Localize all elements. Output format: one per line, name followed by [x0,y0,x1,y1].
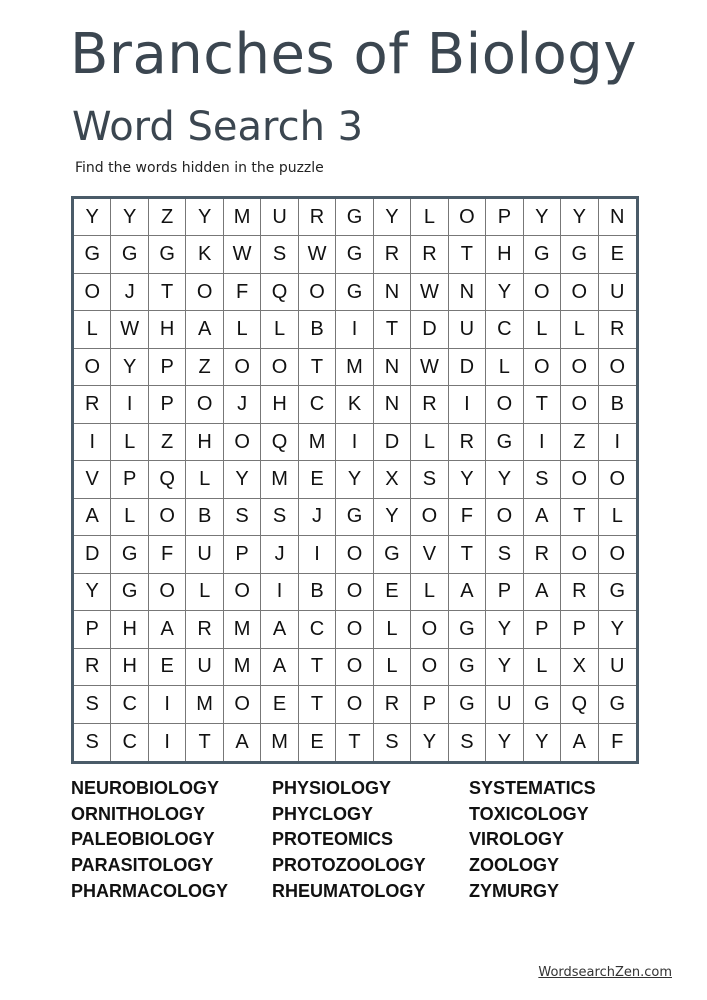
grid-cell[interactable]: I [449,386,486,423]
grid-cell[interactable]: Q [561,686,598,723]
grid-cell[interactable]: H [149,311,186,348]
grid-cell[interactable]: X [561,649,598,686]
grid-cell[interactable]: O [561,274,598,311]
grid-cell[interactable]: Q [149,461,186,498]
grid-cell[interactable]: S [486,536,523,573]
grid-cell[interactable]: O [599,461,636,498]
grid-cell[interactable]: N [374,386,411,423]
grid-cell[interactable]: L [111,424,148,461]
grid-cell[interactable]: G [111,574,148,611]
word-item: ZOOLOGY [469,855,559,876]
grid-cell[interactable]: G [111,236,148,273]
grid-cell[interactable]: C [111,686,148,723]
grid-cell[interactable]: I [149,686,186,723]
grid-cell[interactable]: G [486,424,523,461]
grid-cell[interactable]: A [261,611,298,648]
grid-cell[interactable]: R [599,311,636,348]
grid-cell[interactable]: N [374,274,411,311]
grid-cell[interactable]: N [374,349,411,386]
grid-cell[interactable]: Y [524,199,561,236]
grid-cell[interactable]: A [449,574,486,611]
grid-cell[interactable]: C [486,311,523,348]
grid-cell[interactable]: O [149,574,186,611]
grid-cell[interactable]: F [149,536,186,573]
grid-cell[interactable]: P [224,536,261,573]
grid-cell[interactable]: G [374,536,411,573]
grid-cell[interactable]: E [261,686,298,723]
grid-cell[interactable]: C [111,724,148,761]
grid-cell[interactable]: H [486,236,523,273]
word-item: NEUROBIOLOGY [71,778,220,798]
grid-cell[interactable]: Y [224,461,261,498]
grid-cell[interactable]: E [149,649,186,686]
word-item: PROTEOMICS [272,829,394,850]
grid-cell[interactable]: R [186,611,223,648]
grid-cell[interactable]: W [111,311,148,348]
grid-cell[interactable]: O [336,686,373,723]
grid-cell[interactable]: N [599,199,636,236]
grid-cell[interactable]: W [299,236,336,273]
grid-cell[interactable]: R [561,574,598,611]
grid-cell[interactable]: O [74,349,111,386]
grid-cell[interactable]: P [111,461,148,498]
grid-cell[interactable]: Y [74,199,111,236]
grid-cell[interactable]: Y [449,461,486,498]
grid-cell[interactable]: O [74,274,111,311]
grid-cell[interactable]: I [261,574,298,611]
word-item: VIROLOGY [469,829,565,850]
grid-cell[interactable]: E [599,236,636,273]
grid-cell[interactable]: G [449,611,486,648]
grid-cell[interactable]: Y [111,349,148,386]
grid-cell[interactable]: T [299,686,336,723]
grid-cell[interactable]: G [449,649,486,686]
grid-cell[interactable]: G [336,236,373,273]
grid-cell[interactable]: V [411,536,448,573]
grid-cell[interactable]: F [449,499,486,536]
grid-cell[interactable]: U [186,649,223,686]
grid-cell[interactable]: O [486,386,523,423]
grid-cell[interactable]: J [224,386,261,423]
grid-cell[interactable]: S [224,499,261,536]
grid-cell[interactable]: O [599,349,636,386]
grid-cell[interactable]: M [224,649,261,686]
grid-cell[interactable]: L [224,311,261,348]
grid-cell[interactable]: H [261,386,298,423]
grid-cell[interactable]: M [186,686,223,723]
grid-cell[interactable]: O [336,611,373,648]
grid-cell[interactable]: L [74,311,111,348]
grid-cell[interactable]: S [524,461,561,498]
word-item: RHEUMATOLOGY [272,880,426,901]
grid-cell[interactable]: P [486,199,523,236]
grid-cell[interactable]: I [524,424,561,461]
grid-cell[interactable]: H [111,611,148,648]
grid-cell[interactable]: L [186,461,223,498]
grid-cell[interactable]: G [336,199,373,236]
grid-cell[interactable]: R [374,686,411,723]
grid-cell[interactable]: L [411,199,448,236]
word-item: PHYCLOGY [272,803,374,824]
grid-cell[interactable]: I [336,424,373,461]
grid-cell[interactable]: C [299,386,336,423]
grid-cell[interactable]: T [449,536,486,573]
grid-cell[interactable]: F [611,730,624,753]
grid-cell[interactable]: V [74,461,111,498]
word-item: PARASITOLOGY [71,855,214,876]
grid-cell[interactable]: R [299,199,336,236]
grid-cell[interactable]: J [111,274,148,311]
word-item: PHYSIOLOGY [272,778,392,798]
grid-cell[interactable]: O [411,499,448,536]
word-item: ORNITHOLOGY [71,803,205,824]
grid-cell[interactable]: T [561,499,598,536]
grid-cell[interactable]: O [186,274,223,311]
grid-cell[interactable]: G [524,686,561,723]
grid-cell[interactable]: L [186,574,223,611]
grid-cell[interactable]: G [149,236,186,273]
grid-cell[interactable]: I [599,424,636,461]
grid-cell[interactable]: U [599,274,636,311]
grid-cell[interactable]: J [299,499,336,536]
grid-cell[interactable]: Y [561,199,598,236]
word-search-grid [71,196,639,764]
grid-cell[interactable]: I [336,311,373,348]
grid-cell[interactable]: W [224,236,261,273]
grid-cell[interactable]: Y [524,724,561,761]
grid-cell[interactable]: O [411,611,448,648]
grid-cell[interactable]: G [111,536,148,573]
grid-cell[interactable]: L [524,649,561,686]
page-subtitle: Word Search 3 [72,104,364,150]
grid-cell[interactable]: U [449,311,486,348]
grid-cell[interactable]: A [561,724,598,761]
grid-cell[interactable]: G [449,686,486,723]
grid-cell[interactable]: I [299,536,336,573]
grid-cell[interactable]: A [149,611,186,648]
grid-cell[interactable]: D [411,311,448,348]
grid-cell[interactable]: Q [261,424,298,461]
footer-link[interactable]: WordsearchZen.com [538,965,672,980]
grid-cell[interactable]: O [599,536,636,573]
grid-cell[interactable]: Y [186,199,223,236]
grid-cell[interactable]: Z [186,349,223,386]
grid-cell[interactable]: Z [149,199,186,236]
word-item: PHARMACOLOGY [71,880,228,901]
grid-cell[interactable]: O [224,686,261,723]
grid-cell[interactable]: T [186,724,223,761]
grid-cell[interactable]: Z [561,424,598,461]
grid-cell[interactable]: R [524,536,561,573]
grid-cell[interactable]: P [524,611,561,648]
grid-cell[interactable]: G [599,686,636,723]
grid-cell[interactable]: T [336,724,373,761]
word-item: PALEOBIOLOGY [71,829,215,850]
grid-cell[interactable]: L [111,499,148,536]
grid-cell[interactable]: L [561,311,598,348]
grid-cell[interactable]: S [449,724,486,761]
grid-cell[interactable]: L [524,311,561,348]
grid-cell[interactable]: B [186,499,223,536]
grid-cell[interactable]: G [336,274,373,311]
grid-cell[interactable]: A [524,574,561,611]
grid-cell[interactable]: K [186,236,223,273]
grid-cell[interactable]: M [224,199,261,236]
grid-cell[interactable]: H [186,424,223,461]
grid-cell[interactable]: E [299,724,336,761]
grid-cell[interactable]: L [411,574,448,611]
grid-cell[interactable]: O [449,199,486,236]
grid-cell[interactable]: M [336,349,373,386]
grid-cell[interactable]: I [74,424,111,461]
grid-cell[interactable]: O [486,499,523,536]
grid-cell[interactable]: U [186,536,223,573]
grid-cell[interactable]: U [261,199,298,236]
grid-cell[interactable]: O [524,349,561,386]
grid-cell[interactable]: O [224,574,261,611]
grid-cell[interactable]: A [224,724,261,761]
grid-cell[interactable]: A [261,649,298,686]
grid-cell[interactable]: G [524,236,561,273]
grid-cell[interactable]: M [299,424,336,461]
grid-cell[interactable]: F [224,274,261,311]
grid-cell[interactable]: T [449,236,486,273]
grid-cell[interactable]: B [299,574,336,611]
grid-cell[interactable]: Y [486,461,523,498]
grid-cell[interactable]: T [524,386,561,423]
grid-cell[interactable]: L [599,499,636,536]
grid-cell[interactable]: S [411,461,448,498]
grid-cell[interactable]: Y [111,199,148,236]
grid-cell[interactable]: M [261,724,298,761]
grid-cell[interactable]: Y [336,461,373,498]
grid-cell[interactable]: N [449,274,486,311]
grid-cell[interactable]: R [411,386,448,423]
grid-cell[interactable]: B [299,311,336,348]
grid-cell[interactable]: R [374,236,411,273]
grid-cell[interactable]: Y [486,611,523,648]
grid-cell[interactable]: M [261,461,298,498]
grid-cell[interactable]: D [449,349,486,386]
grid-cell[interactable]: U [599,649,636,686]
grid-cell[interactable]: O [561,461,598,498]
instructions: Find the words hidden in the puzzle [75,160,324,176]
grid-cell[interactable]: M [224,611,261,648]
grid-cell[interactable]: U [486,686,523,723]
grid-cell[interactable]: C [299,611,336,648]
grid-cell[interactable]: L [374,649,411,686]
grid-cell[interactable]: O [524,274,561,311]
grid-cell[interactable]: R [411,236,448,273]
grid-cell[interactable]: Y [411,724,448,761]
grid-cell[interactable]: O [561,536,598,573]
grid-cell[interactable]: O [336,649,373,686]
grid-cell[interactable]: H [111,649,148,686]
grid-cell[interactable]: Z [149,424,186,461]
grid-cell[interactable]: O [336,536,373,573]
grid-cell[interactable]: P [411,686,448,723]
grid-cell[interactable]: B [599,386,636,423]
grid-cell[interactable]: A [524,499,561,536]
grid-cell[interactable]: O [411,649,448,686]
word-column-3 [469,776,596,904]
grid-cell[interactable]: R [74,386,111,423]
grid-cell[interactable]: G [74,236,111,273]
grid-cell[interactable]: S [261,499,298,536]
grid-cell[interactable]: O [299,274,336,311]
grid-cell[interactable]: G [561,236,598,273]
grid-cell[interactable]: K [336,386,373,423]
grid-cell[interactable]: Y [374,499,411,536]
grid-cell[interactable]: L [411,424,448,461]
grid-cell[interactable]: O [224,349,261,386]
grid-cell[interactable]: I [111,386,148,423]
word-item: ZYMURGY [469,880,559,901]
grid-cell[interactable]: S [374,724,411,761]
grid-cell[interactable]: G [599,574,636,611]
grid-cell[interactable]: P [149,386,186,423]
grid-cell[interactable]: T [299,649,336,686]
grid-cell[interactable]: O [224,424,261,461]
grid-cell[interactable]: S [261,236,298,273]
grid-cell[interactable]: Y [486,274,523,311]
grid-cell[interactable]: D [74,536,111,573]
grid-cell[interactable]: T [374,311,411,348]
grid-cell[interactable]: O [149,499,186,536]
grid-cell[interactable]: Y [599,611,636,648]
grid-cell[interactable]: L [374,611,411,648]
grid-cell[interactable]: P [74,611,111,648]
grid-cell[interactable]: J [261,536,298,573]
grid-cell[interactable]: X [374,461,411,498]
grid-cell[interactable]: D [374,424,411,461]
word-item: TOXICOLOGY [469,803,589,824]
grid-cell[interactable]: R [449,424,486,461]
grid-cell[interactable]: L [261,311,298,348]
grid-cell[interactable]: Y [74,574,111,611]
grid-cell[interactable]: E [299,461,336,498]
grid-cell[interactable]: O [336,574,373,611]
grid-cell[interactable]: O [186,386,223,423]
grid-cell[interactable]: R [74,649,111,686]
grid-cell[interactable]: O [261,349,298,386]
grid-cell[interactable]: E [374,574,411,611]
grid-cell[interactable]: S [74,724,111,761]
grid-cell[interactable]: I [149,724,186,761]
grid-cell[interactable]: T [299,349,336,386]
word-column-2 [272,776,426,904]
grid-cell[interactable]: L [486,349,523,386]
word-item: SYSTEMATICS [469,778,596,798]
grid-cell[interactable]: O [561,349,598,386]
grid-cell[interactable]: S [74,686,111,723]
grid-cell[interactable]: W [411,349,448,386]
grid-cell[interactable]: P [486,574,523,611]
grid-cell[interactable]: A [74,499,111,536]
word-item: PROTOZOOLOGY [272,855,426,876]
grid-cell[interactable]: Y [374,199,411,236]
grid-cell[interactable]: Y [486,724,523,761]
page-title: Branches of Biology [70,22,637,87]
grid-cell[interactable]: Y [486,649,523,686]
grid-cell[interactable]: O [561,386,598,423]
grid-cell[interactable]: Q [261,274,298,311]
grid-cell[interactable]: P [149,349,186,386]
word-column-1 [71,776,228,904]
grid-cell[interactable]: T [149,274,186,311]
grid-cell[interactable]: W [411,274,448,311]
grid-cell[interactable]: P [561,611,598,648]
grid-cell[interactable]: G [336,499,373,536]
grid-cell[interactable]: A [186,311,223,348]
